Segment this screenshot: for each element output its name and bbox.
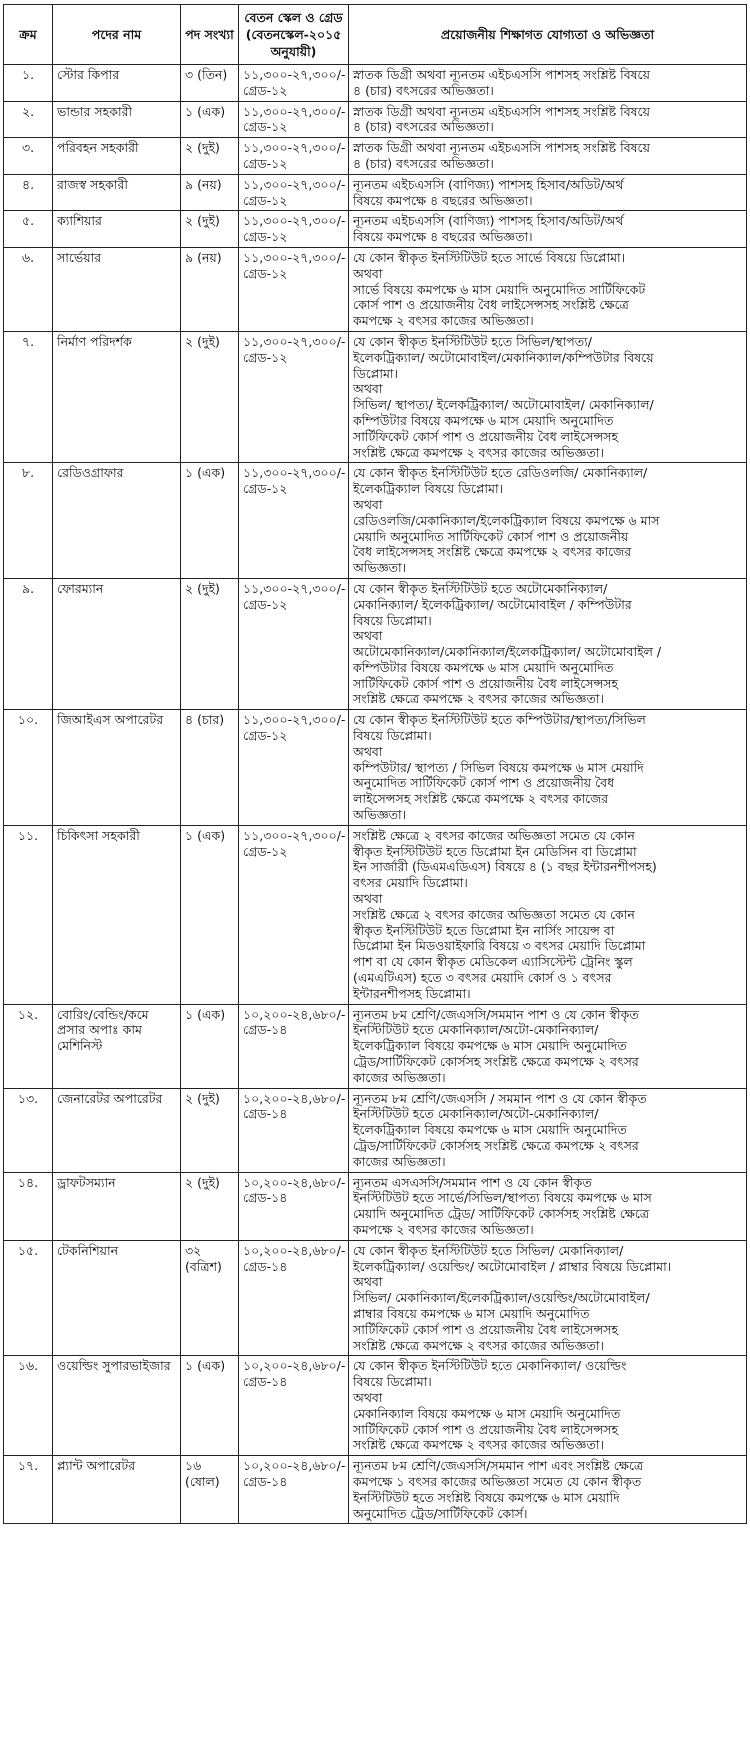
qualification-line: অথবা [353, 381, 383, 397]
qualification-line: ডিপ্লোমা ইন মিডওয়াইফারি বিষয়ে ৩ বৎসর মেয়াদি ডিপ্লোমা [353, 938, 646, 954]
qualification-line: সিভিল/ মেকানিক্যাল/ইলেকট্রিক্যাল/ওয়েল্ডিং/অটোমোবাইল/ [353, 1290, 650, 1306]
qualification-line: (এমএটিএস) হতে ৩ বৎসর মেয়াদি কোর্স ও ১ বৎসর [353, 970, 612, 986]
pay-grade: গ্রেড-১২ [243, 349, 288, 365]
qualification-line: বৎসর মেয়াদি ডিপ্লোমা। [353, 875, 468, 891]
qualification-line: অথবা [353, 496, 383, 512]
qualification-line: কমপক্ষে ২ বৎসর কাজের অভিজ্ঞতা। [353, 1221, 534, 1237]
pay-scale-range: ১০,২০০-২৪,৬৮০/- [243, 1174, 346, 1190]
qualification-line: ইনস্টিটিউট হতে মেকানিক্যাল/অটো-মেকানিক্যাল/ [353, 1106, 599, 1122]
qualification-line: স্বীকৃত ইনস্টিটিউট হতে ডিপ্লোমা ইন নার্সিং সায়েন্স বা [353, 922, 615, 938]
qualification-line: ইলেকট্রিক্যাল বিষয়ে কমপক্ষে ৬ মাস মেয়াদি অনুমোদিত [353, 1122, 627, 1138]
qualification-line: যে কোন স্বীকৃত ইনস্টিটিউট হতে মেকানিক্যাল/ ওয়েল্ডিং [353, 1358, 627, 1374]
pay-scale-cell [239, 101, 349, 138]
qualification-line: অনুমোদিত সার্টিফিকেট কোর্স পাশ ও প্রয়োজনীয় বৈধ [353, 775, 615, 791]
qualification-line: কাজের অভিজ্ঞতা। [353, 1153, 446, 1169]
post-count-cell: ৩২ (বত্রিশ) [181, 1240, 239, 1356]
qualification-line: প্লাম্বার বিষয়ে কমপক্ষে ৬ মাস মেয়াদি অনুমোদিত [353, 1305, 590, 1321]
pay-grade: গ্রেড-১২ [243, 192, 288, 208]
qualification-line: ইন্টারনশীপসহ ডিপ্লোমা। [353, 985, 471, 1001]
serial-cell: ৩. [4, 138, 53, 175]
pay-scale-range: ১০,২০০-২৪,৬৮০/- [243, 1090, 346, 1106]
qualification-cell [349, 1240, 747, 1356]
qualification-line: ট্রেড/সার্টিফিকেট কোর্সসহ সংশ্লিষ্ট ক্ষেত্রে কমপক্ষে ২ বৎসর [353, 1138, 639, 1153]
pay-scale-cell [239, 331, 349, 462]
qualification-line: ন্যূনতম এসএসসি/সমমান পাশ ও যে কোন স্বীকৃত [353, 1174, 592, 1190]
qualification-line: অনুমোদিত ট্রেড/সার্টিফিকেট কোর্স। [353, 1505, 528, 1521]
qualification-line: মেয়াদি অনুমোদিত ট্রেড/ সার্টিফিকেট কোর্সসহ সংশ্লিষ্ট ক্ষেত্রে [353, 1206, 650, 1222]
header-post-name: পদের নাম [53, 5, 181, 65]
qualification-line: অথবা [353, 628, 383, 644]
qualification-line: বিষয়ে ডিপ্লোমা। [353, 728, 432, 744]
post-name-cell: প্ল্যান্ট অপারেটর [53, 1456, 181, 1524]
table-row [4, 578, 747, 709]
qualification-line: সার্টিফিকেট কোর্স পাশ ও প্রয়োজনীয় বৈধ লাইসেন্সসহ [353, 1321, 619, 1337]
qualification-line: অথবা [353, 743, 383, 759]
serial-cell: ১. [4, 65, 53, 102]
post-name-cell: রেডিওগ্রাফার [53, 463, 181, 579]
qualification-line: মেকানিক্যাল বিষয়ে কমপক্ষে ৬ মাস মেয়াদি অনুমোদিত [353, 1405, 621, 1421]
pay-scale-range: ১১,৩০০-২৭,৩০০/- [243, 213, 346, 229]
table-row [4, 710, 747, 826]
qualification-line: যে কোন স্বীকৃত ইনস্টিটিউট হতে কম্পিউটার/স্থাপত্য/সিভিল [353, 712, 646, 728]
post-count-cell: ১ (এক) [181, 825, 239, 1004]
serial-cell: ১০. [4, 710, 53, 826]
post-name-cell: টেকনিশিয়ান [53, 1240, 181, 1356]
qualification-cell [349, 65, 747, 102]
serial-cell: ৫. [4, 211, 53, 248]
qualification-cell [349, 578, 747, 709]
qualification-line: অভিজ্ঞতা। [353, 807, 407, 823]
pay-scale-range: ১১,৩০০-২৭,৩০০/- [243, 333, 346, 349]
qualification-line: ইলেকট্রিক্যাল বিষয়ে কমপক্ষে ৬ মাস মেয়াদি অনুমোদিত [353, 1038, 627, 1054]
header-pay-scale: বেতন স্কেল ও গ্রেড (বেতনস্কেল-২০১৫ অনুযায়ী) [239, 5, 349, 65]
serial-cell: ২. [4, 101, 53, 138]
qualification-cell [349, 710, 747, 826]
header-serial: ক্রম [4, 5, 53, 65]
post-name-cell: পরিবহন সহকারী [53, 138, 181, 175]
qualification-line: সিভিল/ স্থাপত্য/ ইলেকট্রিক্যাল/ অটোমোবাইল/ মেকানিক্যাল/ [353, 397, 654, 413]
pay-scale-range: ১১,৩০০-২৭,৩০০/- [243, 580, 346, 596]
pay-grade: গ্রেড-১৪ [243, 1258, 288, 1274]
post-name-cell: ওয়েল্ডিং সুপারভাইজার [53, 1356, 181, 1456]
qualification-cell [349, 247, 747, 331]
qualification-line: ন্যূনতম এইচএসসি (বাণিজ্য) পাশসহ হিসাব/অডিট/অর্থ [353, 176, 624, 192]
qualification-line: কাজের অভিজ্ঞতা। [353, 1069, 446, 1085]
qualification-line: যে কোন স্বীকৃত ইনস্টিটিউট হতে সার্ভে বিষয়ে ডিপ্লোমা। [353, 249, 626, 265]
qualification-line: সংশ্লিষ্ট ক্ষেত্রে কমপক্ষে ২ বৎসর কাজের অভিজ্ঞতা। [353, 1437, 604, 1453]
qualification-cell [349, 174, 747, 211]
pay-scale-cell [239, 710, 349, 826]
qualification-line: পাশ বা যে কোন স্বীকৃত মেডিকেল এ্যাসিস্টেন্ট ট্রেনিং স্কুল [353, 954, 633, 970]
post-name-cell: ভান্ডার সহকারী [53, 101, 181, 138]
post-count-cell: ১৬ (ষোল) [181, 1456, 239, 1524]
qualification-line: কম্পিউটার/ স্থাপত্য / সিভিল বিষয়ে কমপক্ষে ৬ মাস মেয়াদি [353, 759, 644, 775]
serial-cell: ৮. [4, 463, 53, 579]
serial-cell: ১২. [4, 1004, 53, 1088]
serial-cell: ৯. [4, 578, 53, 709]
qualification-line: ন্যূনতম এইচএসসি (বাণিজ্য) পাশসহ হিসাব/অডিট/অর্থ [353, 213, 624, 229]
pay-scale-range: ১১,৩০০-২৭,৩০০/- [243, 176, 346, 192]
pay-scale-range: ১০,২০০-২৪,৬৮০/- [243, 1458, 346, 1474]
pay-grade: গ্রেড-১২ [243, 481, 288, 497]
qualification-line: সংশ্লিষ্ট ক্ষেত্রে কমপক্ষে ২ বৎসর কাজের অভিজ্ঞতা। [353, 691, 604, 707]
post-count-cell: ১ (এক) [181, 463, 239, 579]
serial-cell: ৬. [4, 247, 53, 331]
post-count-cell: ৯ (নয়) [181, 247, 239, 331]
pay-scale-cell [239, 1004, 349, 1088]
qualification-line: সংশ্লিষ্ট ক্ষেত্রে কমপক্ষে ২ বৎসর কাজের অভিজ্ঞতা। [353, 444, 604, 460]
qualification-line: কম্পিউটার বিষয়ে কমপক্ষে ৬ মাস মেয়াদি অনুমোদিত [353, 412, 614, 428]
pay-scale-cell [239, 578, 349, 709]
qualification-line: স্নাতক ডিগ্রী অথবা ন্যূনতম এইচএসসি পাশসহ সংশ্লিষ্ট বিষয়ে [353, 140, 650, 156]
serial-cell: ৭. [4, 331, 53, 462]
qualification-line: যে কোন স্বীকৃত ইনস্টিটিউট হতে সিভিল/স্থাপত্য/ [353, 333, 592, 349]
qualification-line: কমপক্ষে ১ বৎসর কাজের অভিজ্ঞতা সমেত যে কোন স্বীকৃত [353, 1473, 642, 1489]
qualification-line: কমপক্ষে ২ বৎসর কাজের অভিজ্ঞতা। [353, 313, 534, 329]
pay-grade: গ্রেড-১২ [243, 155, 288, 171]
pay-scale-range: ১১,৩০০-২৭,৩০০/- [243, 465, 346, 481]
qualification-line: বিষয়ে কমপক্ষে ৪ বছরের অভিজ্ঞতা। [353, 192, 533, 208]
pay-grade: গ্রেড-১৪ [243, 1190, 288, 1206]
qualification-cell [349, 1004, 747, 1088]
pay-scale-range: ১০,২০০-২৪,৬৮০/- [243, 1242, 346, 1258]
table-row [4, 174, 747, 211]
qualification-line: অটোমেকানিক্যাল/মেকানিক্যাল/ইলেকট্রিক্যাল/ অটোমোবাইল / [353, 644, 662, 660]
qualification-line: সার্টিফিকেট কোর্স পাশ ও প্রয়োজনীয় বৈধ লাইসেন্সসহ [353, 1421, 619, 1437]
qualification-cell [349, 138, 747, 175]
table-row [4, 101, 747, 138]
qualification-line: স্বীকৃত ইনস্টিটিউট হতে ডিপ্লোমা ইন মেডিসিন বা ডিপ্লোমা [353, 843, 637, 859]
qualification-line: ন্যূনতম ৮ম শ্রেণি/জেএসসি/সমমান পাশ এবং সংশ্লিষ্ট ক্ষেত্রে [353, 1458, 644, 1474]
pay-scale-range: ১১,৩০০-২৭,৩০০/- [243, 103, 346, 119]
post-count-cell: ২ (দুই) [181, 578, 239, 709]
qualification-cell [349, 331, 747, 462]
qualification-cell [349, 211, 747, 248]
pay-scale-cell [239, 1088, 349, 1172]
qualification-line: ডিপ্লোমা। [353, 365, 398, 381]
qualification-line: বৈধ লাইসেন্সসহ সংশ্লিষ্ট ক্ষেত্রে কমপক্ষে ২ বৎসর কাজের [353, 544, 632, 560]
post-count-cell: ৯ (নয়) [181, 174, 239, 211]
qualification-cell [349, 1456, 747, 1524]
qualification-line: ৪ (চার) বৎসরের অভিজ্ঞতা। [353, 119, 494, 135]
pay-grade: গ্রেড-১২ [243, 728, 288, 744]
qualification-line: সার্টিফিকেট কোর্স পাশ ও প্রয়োজনীয় বৈধ লাইসেন্সসহ [353, 428, 619, 444]
qualification-line: বিষয়ে কমপক্ষে ৪ বছরের অভিজ্ঞতা। [353, 229, 533, 245]
qualification-line: অথবা [353, 1274, 383, 1290]
qualification-line: ট্রেড/সার্টিফিকেট কোর্সসহ সংশ্লিষ্ট ক্ষেত্রে কমপক্ষে ২ বৎসর [353, 1054, 639, 1070]
pay-scale-range: ১১,৩০০-২৭,৩০০/- [243, 827, 346, 843]
post-count-cell: ২ (দুই) [181, 138, 239, 175]
qualification-line: অথবা [353, 891, 383, 907]
post-name-cell: জিআইএস অপারেটর [53, 710, 181, 826]
post-name-cell: বোরিং/বেন্ডিং/কমে প্রসার অপাঃ কাম মেশিনিস্ট [53, 1004, 181, 1088]
qualification-line: মেয়াদি অনুমোদিত সার্টিফিকেট কোর্স পাশ ও প্রয়োজনীয় [353, 528, 629, 544]
post-name-cell: ফোরম্যান [53, 578, 181, 709]
table-row [4, 211, 747, 248]
qualification-line: অভিজ্ঞতা। [353, 560, 407, 576]
qualification-line: অথবা [353, 265, 383, 281]
pay-scale-range: ১১,৩০০-২৭,৩০০/- [243, 67, 346, 82]
table-row [4, 1356, 747, 1456]
qualification-line: ইনস্টিটিউট হতে মেকানিক্যাল/অটো-মেকানিক্যাল/ [353, 1022, 599, 1038]
qualification-line: ৪ (চার) বৎসরের অভিজ্ঞতা। [353, 155, 494, 171]
qualification-line: ইলেকট্রিক্যাল/ অটোমোবাইল/মেকানিক্যাল/কম্পিউটার বিষয়ে [353, 349, 654, 365]
serial-cell: ১৪. [4, 1172, 53, 1240]
qualification-line: স্নাতক ডিগ্রী অথবা ন্যূনতম এইচএসসি পাশসহ সংশ্লিষ্ট বিষয়ে [353, 67, 650, 82]
pay-scale-cell [239, 1456, 349, 1524]
qualification-line: ইলেকট্রিক্যাল বিষয়ে ডিপ্লোমা। [353, 481, 504, 497]
pay-scale-cell [239, 1356, 349, 1456]
qualification-line: রেডিওলজি/মেকানিক্যাল/ইলেকট্রিক্যাল বিষয়ে কমপক্ষে ৬ মাস [353, 512, 660, 528]
qualification-line: স্নাতক ডিগ্রী অথবা ন্যূনতম এইচএসসি পাশসহ সংশ্লিষ্ট বিষয়ে [353, 103, 650, 119]
qualification-line: বিষয়ে ডিপ্লোমা। [353, 612, 432, 628]
qualification-line: সংশ্লিষ্ট ক্ষেত্রে ২ বৎসর কাজের অভিজ্ঞতা সমেত যে কোন [353, 827, 635, 843]
table-row [4, 65, 747, 102]
pay-scale-cell [239, 174, 349, 211]
pay-grade: গ্রেড-১২ [243, 82, 288, 98]
pay-scale-cell [239, 211, 349, 248]
qualification-line: বিষয়ে ডিপ্লোমা। [353, 1374, 432, 1390]
qualification-line: সংশ্লিষ্ট ক্ষেত্রে কমপক্ষে ২ বৎসর কাজের অভিজ্ঞতা। [353, 1337, 604, 1353]
post-count-cell: ৩ (তিন) [181, 65, 239, 102]
serial-cell: ১৩. [4, 1088, 53, 1172]
qualification-cell [349, 1088, 747, 1172]
header-qualification: প্রয়োজনীয় শিক্ষাগত যোগ্যতা ও অভিজ্ঞতা [349, 5, 747, 65]
qualification-cell [349, 1356, 747, 1456]
serial-cell: ১৫. [4, 1240, 53, 1356]
pay-grade: গ্রেড-১২ [243, 265, 288, 281]
post-name-cell: রাজস্ব সহকারী [53, 174, 181, 211]
pay-scale-range: ১১,৩০০-২৭,৩০০/- [243, 140, 346, 156]
qualification-cell [349, 825, 747, 1004]
pay-scale-range: ১০,২০০-২৪,৬৮০/- [243, 1358, 346, 1374]
qualification-line: ৪ (চার) বৎসরের অভিজ্ঞতা। [353, 82, 494, 98]
qualification-line: ন্যূনতম ৮ম শ্রেণি/জেএসসি/সমমান পাশ ও যে কোন স্বীকৃত [353, 1006, 639, 1022]
post-name-cell: চিকিৎসা সহকারী [53, 825, 181, 1004]
qualification-line: যে কোন স্বীকৃত ইনস্টিটিউট হতে অটোমেকানিক্যাল/ [353, 580, 608, 596]
post-count-cell: ১ (এক) [181, 1356, 239, 1456]
table-row [4, 1004, 747, 1088]
post-count-cell: ৪ (চার) [181, 710, 239, 826]
table-row [4, 825, 747, 1004]
pay-scale-range: ১১,৩০০-২৭,৩০০/- [243, 712, 346, 728]
qualification-line: যে কোন স্বীকৃত ইনস্টিটিউট হতে রেডিওলজি/ মেকানিক্যাল/ [353, 465, 648, 481]
serial-cell: ৪. [4, 174, 53, 211]
pay-grade: গ্রেড-১৪ [243, 1106, 288, 1122]
header-post-count: পদ সংখ্যা [181, 5, 239, 65]
recruitment-table [3, 4, 747, 1524]
table-row [4, 1240, 747, 1356]
table-header-row [4, 5, 747, 65]
pay-scale-cell [239, 463, 349, 579]
qualification-line: সার্ভে বিষয়ে কমপক্ষে ৬ মাস মেয়াদি অনুমোদিত সার্টিফিকেট [353, 281, 646, 297]
pay-grade: গ্রেড-১২ [243, 596, 288, 612]
serial-cell: ১১. [4, 825, 53, 1004]
qualification-line: ইন সার্জারী (ডিএমএডিএস) বিষয়ে ৪ (১ বছর ইন্টারনশীপসহ) [353, 859, 657, 875]
serial-cell: ১৭. [4, 1456, 53, 1524]
post-name-cell: জেনারেটর অপারেটর [53, 1088, 181, 1172]
post-name-cell: ড্রাফটসম্যান [53, 1172, 181, 1240]
post-name-cell: সার্ভেয়ার [53, 247, 181, 331]
table-body [4, 65, 747, 1524]
table-row [4, 1088, 747, 1172]
table-row [4, 247, 747, 331]
qualification-line: কম্পিউটার বিষয়ে কমপক্ষে ৬ মাস মেয়াদি অনুমোদিত [353, 659, 614, 675]
table-row [4, 331, 747, 462]
post-count-cell: ২ (দুই) [181, 1088, 239, 1172]
pay-scale-cell [239, 1172, 349, 1240]
qualification-line: কোর্স পাশ ও প্রয়োজনীয় বৈধ লাইসেন্সসহ সংশ্লিষ্ট ক্ষেত্রে [353, 297, 629, 313]
qualification-line: সংশ্লিষ্ট ক্ষেত্রে ২ বৎসর কাজের অভিজ্ঞতা সমেত যে কোন [353, 906, 635, 922]
qualification-line: সার্টিফিকেট কোর্স পাশ ও প্রয়োজনীয় বৈধ লাইসেন্সসহ [353, 675, 619, 691]
post-count-cell: ২ (দুই) [181, 1172, 239, 1240]
pay-grade: গ্রেড-১৪ [243, 1374, 288, 1390]
pay-scale-range: ১০,২০০-২৪,৬৮০/- [243, 1006, 346, 1022]
table-row [4, 1172, 747, 1240]
post-count-cell: ২ (দুই) [181, 211, 239, 248]
post-name-cell: ক্যাশিয়ার [53, 211, 181, 248]
pay-grade: গ্রেড-১২ [243, 119, 288, 135]
pay-scale-cell [239, 1240, 349, 1356]
qualification-line: ন্যূনতম ৮ম শ্রেণি/জেএসসি / সমমান পাশ ও যে কোন স্বীকৃত [353, 1090, 647, 1106]
qualification-line: অথবা [353, 1389, 383, 1405]
qualification-cell [349, 463, 747, 579]
qualification-line: ইনস্টিটিউট হতে সংশ্লিষ্ট বিষয়ে কমপক্ষে ৬ মাস মেয়াদি [353, 1489, 620, 1505]
post-count-cell: ১ (এক) [181, 101, 239, 138]
pay-scale-cell [239, 247, 349, 331]
pay-grade: গ্রেড-১২ [243, 843, 288, 859]
qualification-line: লাইসেন্সসহ সংশ্লিষ্ট ক্ষেত্রে কমপক্ষে ২ বৎসর কাজের [353, 791, 609, 807]
pay-grade: গ্রেড-১২ [243, 229, 288, 245]
post-name-cell: নির্মাণ পরিদর্শক [53, 331, 181, 462]
qualification-cell [349, 1172, 747, 1240]
post-count-cell: ২ (দুই) [181, 331, 239, 462]
pay-scale-range: ১১,৩০০-২৭,৩০০/- [243, 249, 346, 265]
qualification-line: যে কোন স্বীকৃত ইনস্টিটিউট হতে সিভিল/ মেকানিক্যাল/ [353, 1242, 624, 1258]
pay-scale-cell [239, 65, 349, 102]
pay-grade: গ্রেড-১৪ [243, 1022, 288, 1038]
table-row [4, 463, 747, 579]
serial-cell: ১৬. [4, 1356, 53, 1456]
post-name-cell: স্টোর কিপার [53, 65, 181, 102]
pay-scale-cell [239, 825, 349, 1004]
pay-grade: গ্রেড-১৪ [243, 1473, 288, 1489]
table-row [4, 138, 747, 175]
qualification-line: ইলেকট্রিক্যাল/ ওয়েল্ডিং/ অটোমোবাইল / প্লাম্বার বিষয়ে ডিপ্লোমা। [353, 1258, 672, 1274]
post-count-cell: ১ (এক) [181, 1004, 239, 1088]
qualification-cell [349, 101, 747, 138]
table-row [4, 1456, 747, 1524]
qualification-line: মেকানিক্যাল/ ইলেকট্রিক্যাল/ অটোমোবাইল / কম্পিউটার [353, 596, 632, 612]
qualification-line: ইনস্টিটিউট হতে সার্ভে/সিভিল/স্থাপত্য বিষয়ে কমপক্ষে ৬ মাস [353, 1190, 652, 1206]
pay-scale-cell [239, 138, 349, 175]
